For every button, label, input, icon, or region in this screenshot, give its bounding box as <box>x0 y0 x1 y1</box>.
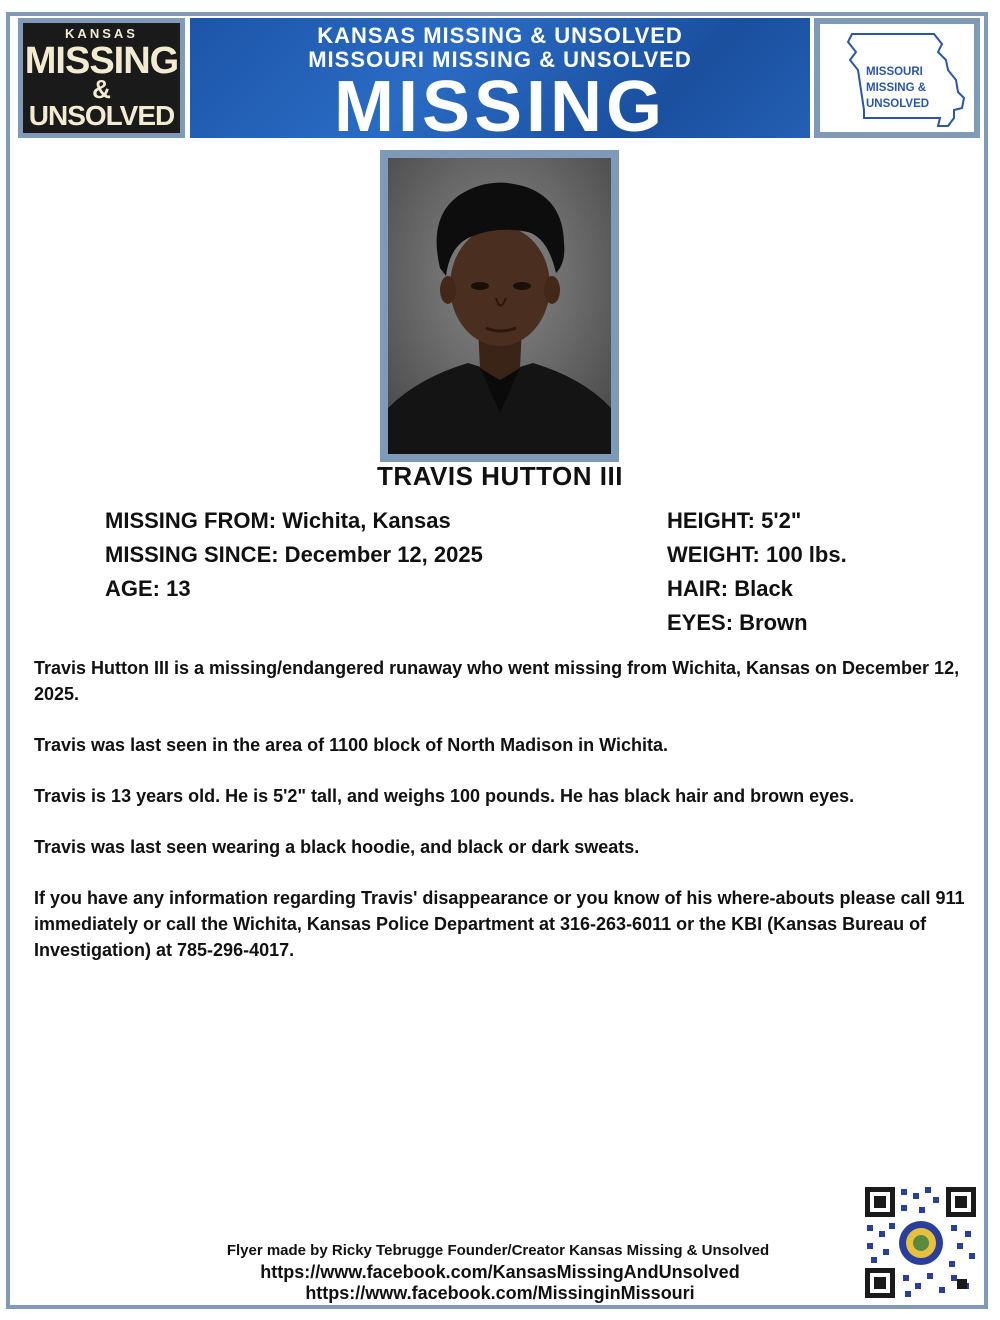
banner-missouri-line: MISSOURI MISSING & UNSOLVED <box>308 47 692 72</box>
person-photo <box>380 150 619 462</box>
qr-code-icon <box>861 1183 980 1302</box>
narrative-paragraph: If you have any information regarding Travis' disappearance or you know of his where-abouts please call 911 immediately or call the Wichita, Kansas Police Department at 316-263-6011 or the KBI (Kansas Bureau of Investigation) at 785-296-4017. <box>34 888 965 960</box>
person-name: TRAVIS HUTTON III <box>377 461 623 491</box>
footer-link-missouri[interactable]: https://www.facebook.com/MissinginMissouri <box>305 1283 695 1303</box>
facts-left <box>105 504 483 606</box>
narrative-paragraph: Travis was last seen in the area of 1100 block of North Madison in Wichita. <box>34 735 669 755</box>
kansas-missing-logo <box>18 18 185 138</box>
missouri-missing-logo <box>814 18 980 138</box>
missing-from: MISSING FROM: Wichita, Kansas <box>105 508 451 533</box>
missouri-logo-text: MISSOURI MISSING & UNSOLVED <box>866 66 930 110</box>
narrative <box>34 655 969 988</box>
logo-missing-text: MISSING <box>24 39 179 82</box>
banner-kansas-line: KANSAS MISSING & UNSOLVED <box>317 23 683 48</box>
footer-credit: Flyer made by Ricky Tebrugge Founder/Creator Kansas Missing & Unsolved <box>226 1242 770 1259</box>
missing-banner <box>190 18 810 147</box>
footer-link-kansas[interactable]: https://www.facebook.com/KansasMissingAndUnsolved <box>260 1262 740 1282</box>
narrative-paragraph: Travis Hutton III is a missing/endangered runaway who went missing from Wichita, Kansas on December 12, 2025. <box>34 658 960 704</box>
banner-title: MISSING <box>333 67 667 147</box>
narrative-paragraph: Travis was last seen wearing a black hoodie, and black or dark sweats. <box>34 837 640 857</box>
portrait-image <box>388 158 611 454</box>
weight: WEIGHT: 100 lbs. <box>667 542 847 567</box>
logo-kansas-text: KANSAS <box>65 25 138 41</box>
facts-right <box>667 504 847 640</box>
logo-amp-text: & <box>92 73 111 104</box>
qr-code[interactable] <box>861 1183 980 1302</box>
height: HEIGHT: 5'2" <box>667 508 802 533</box>
missing-since: MISSING SINCE: December 12, 2025 <box>105 542 483 567</box>
logo-unsolved-text: UNSOLVED <box>28 99 175 131</box>
age: AGE: 13 <box>105 576 191 601</box>
hair: HAIR: Black <box>667 576 793 601</box>
eyes: EYES: Brown <box>667 610 808 635</box>
narrative-paragraph: Travis is 13 years old. He is 5'2" tall, and weighs 100 pounds. He has black hair and brown eyes. <box>34 786 855 806</box>
